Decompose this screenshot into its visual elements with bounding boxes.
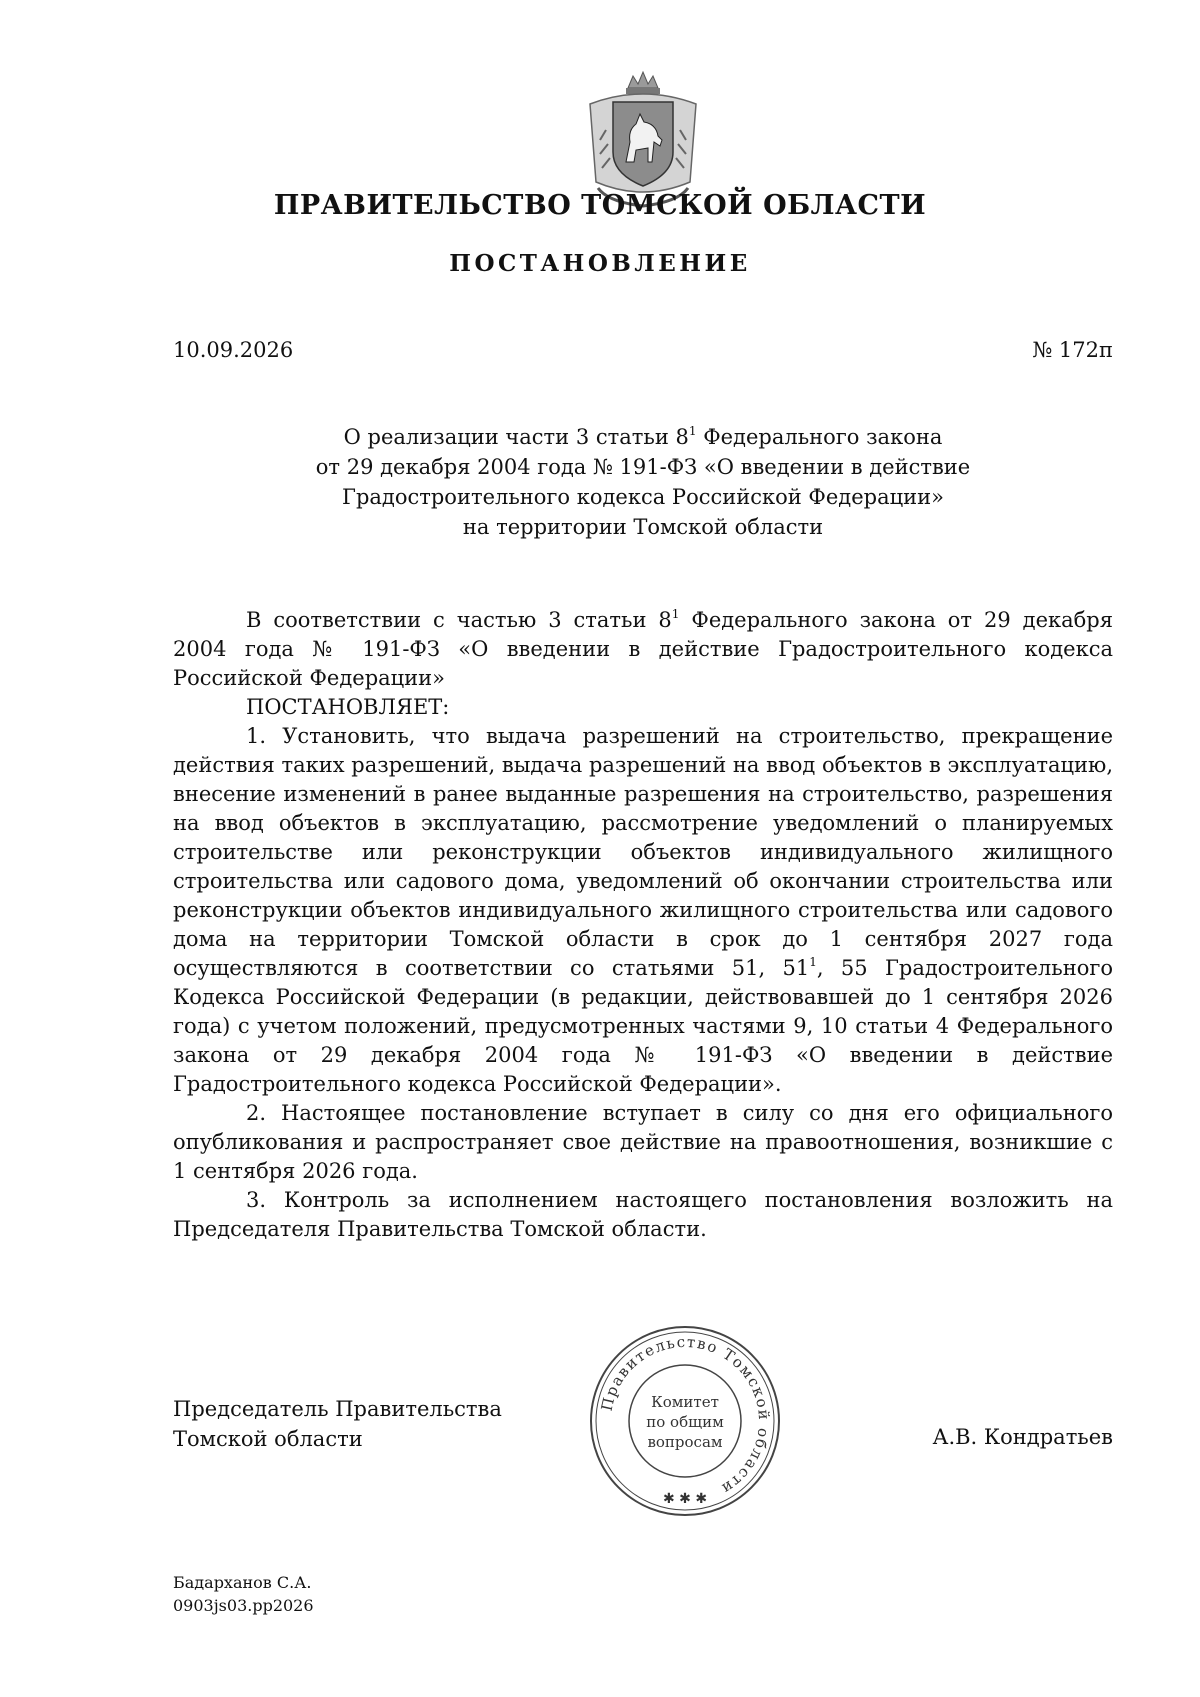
document-subject [173,422,1113,542]
executor-name: Бадарханов С.А. [173,1573,312,1592]
svg-text:Правительство Томской области: Правительство Томской области [597,1332,774,1499]
item-1-paragraph: 1. Установить, что выдача разрешений на строительство, прекращение действия таких разрешений, выдача разрешений на ввод объектов в эксплуатацию, внесение изменений в ранее выданные разрешения на строительство, разрешения на ввод объектов в эксплуатацию, рассмотрение уведомлений о планируемых строительстве или реконструкции объектов индивидуального жилищного строительства или садового дома, уведомлений об окончании строительства или реконструкции объектов индивидуального жилищного строительства или садового дома на территории Томской области в срок до 1 сентября 2027 года осуществляются в соответствии со статьями 51, $51^1$, 55 Градостроительного Кодекса Российской Федерации (в редакции, действовавшей до 1 сентября 2026 года) с учетом положений, предусмотренных частями 9, 10 статьи 4 Федерального закона от 29 декабря 2004 года № 191-ФЗ «О введении в действие Градостроительного кодекса Российской Федерации». [173,724,1113,1096]
signer-name: А.В. Кондратьев [932,1425,1113,1449]
coat-of-arms-icon [578,70,708,210]
subject-line-3: Градостроительного кодекса Российской Федерации» [342,485,944,509]
resolves-heading: ПОСТАНОВЛЯЕТ: [246,695,450,719]
item-3-paragraph: 3. Контроль за исполнением настоящего постановления возложить на Председателя Правительства Томской области. [173,1188,1113,1241]
document-date: 10.09.2026 [173,338,294,362]
item-2-paragraph: 2. Настоящее постановление вступает в силу со дня его официального опубликования и распространяет свое действие на правоотношения, возникшие с 1 сентября 2026 года. [173,1101,1113,1183]
signer-position: Председатель Правительства Томской области [173,1397,502,1451]
document-number: № 172п [1032,338,1113,362]
organization-title: ПРАВИТЕЛЬСТВО ТОМСКОЙ ОБЛАСТИ [273,190,927,221]
executor-info [173,1571,314,1617]
official-seal-stamp [587,1323,783,1519]
svg-text:Комитет: Комитет [651,1393,719,1411]
subject-line-2: от 29 декабря 2004 года № 191-ФЗ «О введении в действие [315,455,971,479]
document-type: ПОСТАНОВЛЕНИЕ [449,250,751,277]
subject-line-4: на территории Томской области [462,515,824,539]
subject-line-1: О реализации части 3 статьи $8^1$ Федерального закона [343,424,943,449]
document-code: 0903js03.pp2026 [173,1596,314,1615]
svg-text:✱ ✱ ✱: ✱ ✱ ✱ [662,1491,708,1507]
preamble-paragraph: В соответствии с частью 3 статьи $8^1$ Федерального закона от 29 декабря 2004 года № 191-ФЗ «О введении в действие Градостроительного кодекса Российской Федерации» [173,607,1114,690]
svg-text:по общим: по общим [646,1413,724,1431]
document-body [173,606,1113,1244]
svg-text:вопросам: вопросам [647,1433,723,1451]
